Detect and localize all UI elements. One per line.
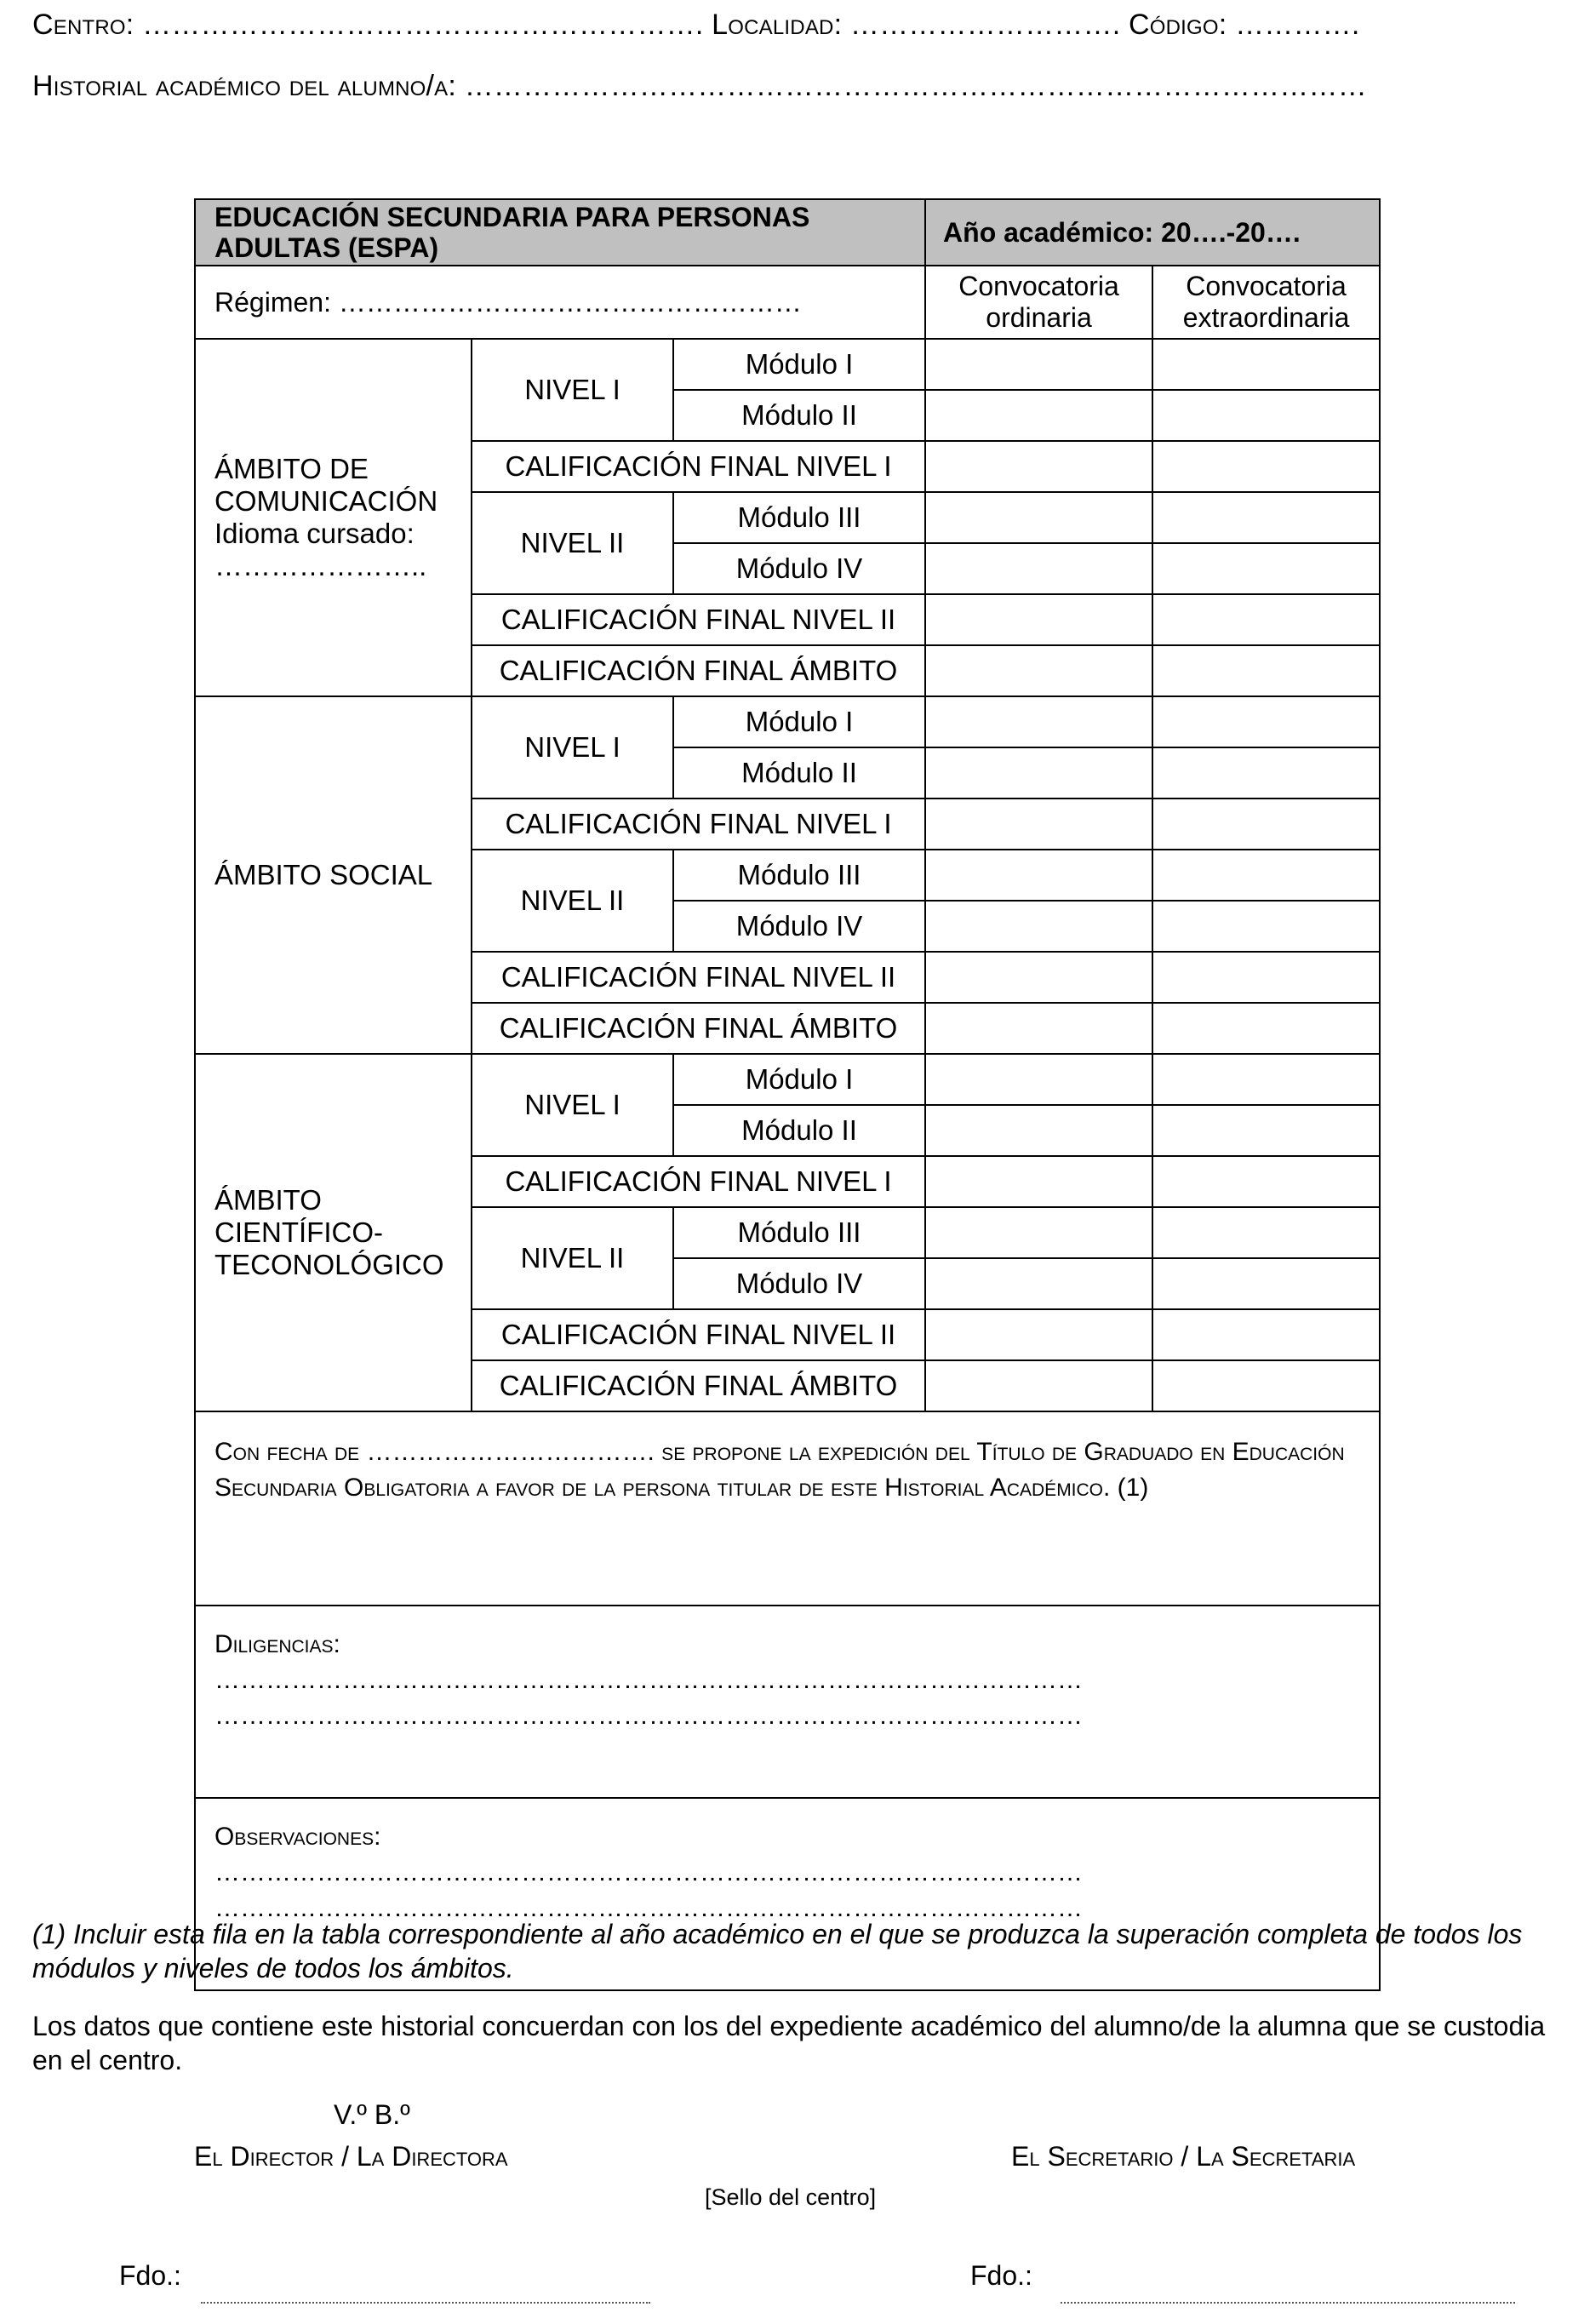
ambito-name-line: COMUNICACIÓN — [214, 485, 438, 517]
modulo-label: Módulo III — [673, 1207, 925, 1258]
secretario-label: El Secretario / La Secretaria — [1011, 2141, 1356, 2172]
ambito-name-line: Idioma cursado: — [214, 518, 415, 549]
grade-cell-ordinaria[interactable] — [925, 1258, 1152, 1309]
ambito-name-line: ………………….. — [214, 550, 427, 581]
grade-cell-ordinaria[interactable] — [925, 696, 1152, 747]
grade-cell-ordinaria[interactable] — [925, 1309, 1152, 1360]
fdo-director-label: Fdo.: — [119, 2260, 181, 2291]
ambito-name-line: ÁMBITO SOCIAL — [214, 859, 433, 890]
calificacion-final-nivel-label: CALIFICACIÓN FINAL NIVEL I — [472, 1156, 925, 1207]
conv-extraordinaria-header: Convocatoria extraordinaria — [1152, 266, 1380, 339]
calificacion-final-ambito-label: CALIFICACIÓN FINAL ÁMBITO — [472, 1003, 925, 1054]
modulo-label: Módulo IV — [673, 543, 925, 594]
grade-cell-ordinaria[interactable] — [925, 1156, 1152, 1207]
grade-cell-extraordinaria[interactable] — [1152, 492, 1380, 543]
concordancia-text: Los datos que contiene este historial concuerdan con los del expediente académico del alumno/de la alumna que se custodia en el centro. — [32, 2011, 1546, 2075]
grade-cell-ordinaria[interactable] — [925, 441, 1152, 492]
propuesta-row — [195, 1411, 1380, 1606]
modulo-label: Módulo IV — [673, 1258, 925, 1309]
modulo-label: Módulo I — [673, 1054, 925, 1105]
espa-title: EDUCACIÓN SECUNDARIA PARA PERSONAS ADULTAS (ESPA) — [195, 199, 925, 266]
signature-line-director[interactable] — [201, 2302, 650, 2304]
historial-label: Historial académico del alumno/a: — [32, 70, 457, 102]
grade-cell-extraordinaria[interactable] — [1152, 543, 1380, 594]
grade-cell-extraordinaria[interactable] — [1152, 799, 1380, 850]
modulo-label: Módulo I — [673, 696, 925, 747]
grade-cell-extraordinaria[interactable] — [1152, 1207, 1380, 1258]
grade-cell-ordinaria[interactable] — [925, 339, 1152, 390]
propuesta-text: Con fecha de ……………………………. se propone la expedición del Título de Graduado en Educación Secundaria Obligatoria a favor de la persona titular de este Historial Académico. (1) — [214, 1438, 1345, 1502]
grade-cell-ordinaria[interactable] — [925, 850, 1152, 901]
grade-cell-extraordinaria[interactable] — [1152, 1156, 1380, 1207]
nivel-label: NIVEL II — [472, 850, 673, 952]
ambito-cientifico-tecnologico — [195, 1054, 472, 1411]
calificacion-final-nivel-label: CALIFICACIÓN FINAL NIVEL I — [472, 441, 925, 492]
grade-cell-ordinaria[interactable] — [925, 901, 1152, 952]
grade-cell-ordinaria[interactable] — [925, 390, 1152, 441]
diligencias-box[interactable] — [195, 1606, 1380, 1798]
conv-ordinaria-header: Convocatoria ordinaria — [925, 266, 1152, 339]
header-historial-line — [32, 70, 1367, 103]
codigo-dots: …………. — [1235, 9, 1360, 41]
grade-cell-extraordinaria[interactable] — [1152, 952, 1380, 1003]
grade-cell-ordinaria[interactable] — [925, 1207, 1152, 1258]
grade-cell-ordinaria[interactable] — [925, 1360, 1152, 1411]
fdo-secretario-label: Fdo.: — [970, 2260, 1032, 2291]
sello-label: [Sello del centro] — [705, 2184, 877, 2210]
calificacion-final-ambito-label: CALIFICACIÓN FINAL ÁMBITO — [472, 645, 925, 696]
historial-dots: ………………………………………………………………………………… — [464, 70, 1367, 102]
modulo-label: Módulo III — [673, 850, 925, 901]
modulo-label: Módulo II — [673, 747, 925, 799]
table-row — [195, 696, 1380, 747]
codigo-label: Código: — [1129, 9, 1227, 41]
grade-cell-extraordinaria[interactable] — [1152, 1054, 1380, 1105]
table-header-row — [195, 199, 1380, 266]
localidad-label: Localidad: — [712, 9, 843, 41]
grade-cell-extraordinaria[interactable] — [1152, 901, 1380, 952]
nivel-label: NIVEL I — [472, 339, 673, 441]
modulo-label: Módulo III — [673, 492, 925, 543]
header-centro-line — [32, 9, 1360, 42]
grade-cell-ordinaria[interactable] — [925, 645, 1152, 696]
signature-line-secretario[interactable] — [1061, 2302, 1515, 2304]
grade-cell-extraordinaria[interactable] — [1152, 339, 1380, 390]
modulo-label: Módulo I — [673, 339, 925, 390]
grade-cell-ordinaria[interactable] — [925, 1054, 1152, 1105]
footnote: (1) Incluir esta fila en la tabla correspondiente al año académico en el que se produzca la superación completa de todos los módulos y niveles de todos los ámbitos. — [32, 1919, 1523, 1983]
grade-cell-extraordinaria[interactable] — [1152, 594, 1380, 645]
grade-cell-ordinaria[interactable] — [925, 952, 1152, 1003]
ambito-comunicacion — [195, 339, 472, 696]
nivel-label: NIVEL I — [472, 696, 673, 799]
observaciones-label: Observaciones: — [214, 1823, 381, 1851]
dotted-line: ………………………………………………………………………………………… — [214, 1702, 1083, 1730]
dotted-line: ………………………………………………………………………………………… — [214, 1666, 1083, 1694]
regimen-field: Régimen: …………………………………………… — [195, 266, 925, 339]
ambito-name-line: CIENTÍFICO- — [214, 1216, 383, 1248]
grade-cell-extraordinaria[interactable] — [1152, 390, 1380, 441]
grade-cell-extraordinaria[interactable] — [1152, 1003, 1380, 1054]
calificacion-final-nivel-label: CALIFICACIÓN FINAL NIVEL I — [472, 799, 925, 850]
diligencias-row — [195, 1606, 1380, 1798]
modulo-label: Módulo II — [673, 1105, 925, 1156]
centro-dots: …………………………………………………. — [142, 9, 704, 41]
table-row — [195, 1054, 1380, 1105]
diligencias-label: Diligencias: — [214, 1630, 340, 1658]
ambito-social — [195, 696, 472, 1054]
dotted-line: ………………………………………………………………………………………… — [214, 1894, 1083, 1922]
grade-cell-ordinaria[interactable] — [925, 543, 1152, 594]
regimen-row — [195, 266, 1380, 339]
grade-cell-ordinaria[interactable] — [925, 747, 1152, 799]
dotted-line: ………………………………………………………………………………………… — [214, 1858, 1083, 1886]
calificacion-final-nivel-label: CALIFICACIÓN FINAL NIVEL II — [472, 594, 925, 645]
ambito-name-line: ÁMBITO — [214, 1184, 322, 1216]
grade-cell-extraordinaria[interactable] — [1152, 645, 1380, 696]
centro-label: Centro: — [32, 9, 134, 41]
grade-cell-extraordinaria[interactable] — [1152, 441, 1380, 492]
director-label: El Director / La Directora — [194, 2141, 508, 2172]
nivel-label: NIVEL II — [472, 1207, 673, 1309]
grade-cell-extraordinaria[interactable] — [1152, 696, 1380, 747]
academic-year: Año académico: 20….-20…. — [925, 199, 1380, 266]
grade-cell-extraordinaria[interactable] — [1152, 1258, 1380, 1309]
modulo-label: Módulo IV — [673, 901, 925, 952]
modulo-label: Módulo II — [673, 390, 925, 441]
grade-cell-ordinaria[interactable] — [925, 1003, 1152, 1054]
propuesta-titulo — [195, 1411, 1380, 1606]
localidad-dots: ………………………. — [849, 9, 1121, 41]
calificacion-final-ambito-label: CALIFICACIÓN FINAL ÁMBITO — [472, 1360, 925, 1411]
grade-cell-ordinaria[interactable] — [925, 799, 1152, 850]
grade-cell-extraordinaria[interactable] — [1152, 1309, 1380, 1360]
calificacion-final-nivel-label: CALIFICACIÓN FINAL NIVEL II — [472, 1309, 925, 1360]
nivel-label: NIVEL I — [472, 1054, 673, 1156]
calificacion-final-nivel-label: CALIFICACIÓN FINAL NIVEL II — [472, 952, 925, 1003]
nivel-label: NIVEL II — [472, 492, 673, 594]
grade-cell-ordinaria[interactable] — [925, 492, 1152, 543]
visto-bueno: V.º B.º — [334, 2099, 410, 2130]
grade-cell-ordinaria[interactable] — [925, 1105, 1152, 1156]
grade-cell-extraordinaria[interactable] — [1152, 850, 1380, 901]
ambito-name-line: TECONOLÓGICO — [214, 1249, 444, 1280]
ambito-name-line: ÁMBITO DE — [214, 453, 369, 484]
grade-cell-extraordinaria[interactable] — [1152, 1105, 1380, 1156]
grade-cell-extraordinaria[interactable] — [1152, 747, 1380, 799]
historial-table — [194, 198, 1381, 1991]
grade-cell-ordinaria[interactable] — [925, 594, 1152, 645]
table-row — [195, 339, 1380, 390]
grade-cell-extraordinaria[interactable] — [1152, 1360, 1380, 1411]
